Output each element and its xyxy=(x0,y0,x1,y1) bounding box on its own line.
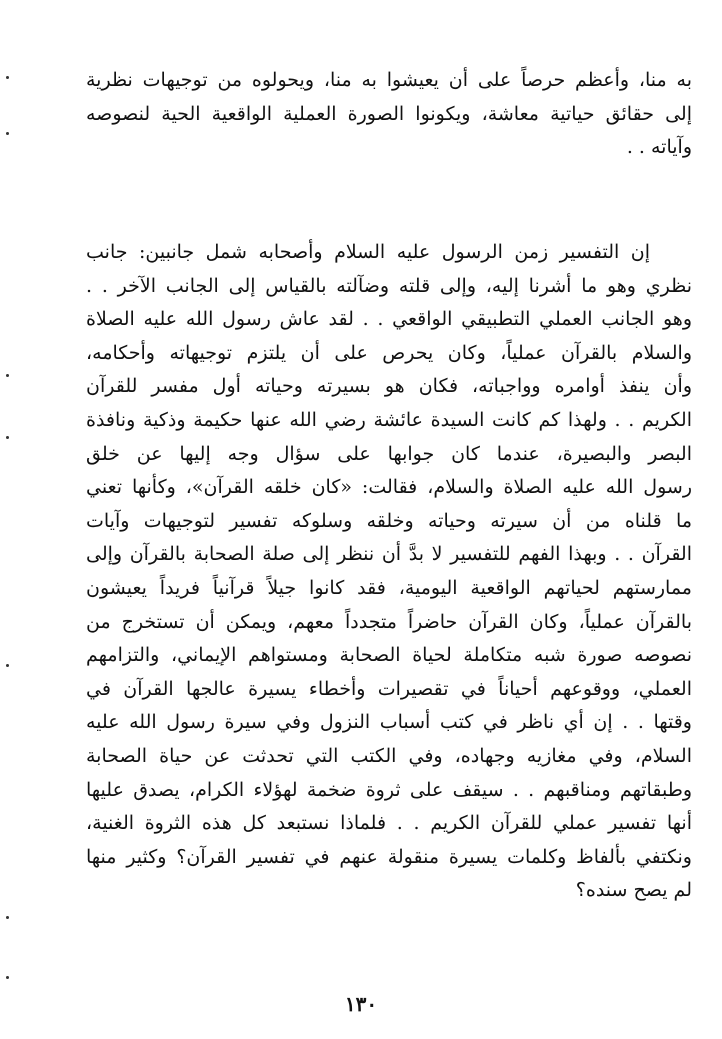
text-line: القرآن . . وبهذا الفهم للتفسير لا بدَّ أن ننظر إلى صلة الصحابة بالقرآن وإلى xyxy=(86,543,692,566)
text-line: نظري وهو ما أشرنا إليه، وإلى قلته وضآلته بالقياس إلى الجانب الآخر . . xyxy=(86,274,692,297)
text-line: وطبقاتهم ومناقبهم . . سيقف على ثروة ضخمة لهؤلاء الكرام، يصدق عليها xyxy=(86,778,692,801)
margin-speck xyxy=(6,916,9,919)
text-line: وقتها . . إن أي ناظر في كتب أسباب النزول وفي سيرة رسول الله عليه xyxy=(86,711,692,734)
margin-speck xyxy=(6,374,9,377)
text-line: نصوصه صورة شبه متكاملة لحياة الصحابة ومستواهم الإيماني، والتزامهم xyxy=(86,644,692,667)
text-line: السلام، وفي مغازيه وجهاده، وفي الكتب التي تحدثت عن حياة الصحابة xyxy=(86,744,692,767)
margin-speck xyxy=(6,976,9,979)
text-line: وآياته . . xyxy=(626,136,692,159)
text-line: ونكتفي بألفاظ وكلمات يسيرة منقولة عنهم في تفسير القرآن؟ وكثير منها xyxy=(86,845,692,868)
text-line: أنها تفسير عملي للقرآن الكريم . . فلماذا نستبعد كل هذه الثروة الغنية، xyxy=(86,812,692,835)
text-line: إن التفسير زمن الرسول عليه السلام وأصحابه شمل جانبين: جانب xyxy=(86,241,650,263)
margin-speck xyxy=(6,132,9,135)
text-line: ممارستهم لحياتهم الواقعية اليومية، فقد كانوا جيلاً قرآنياً فريداً يعيشون xyxy=(86,576,692,599)
text-line: وأن ينفذ أوامره وواجباته، فكان هو بسيرته وحياته أول مفسر للقرآن xyxy=(86,375,692,398)
text-line: به منا، وأعظم حرصاً على أن يعيشوا به منا، ويحولوه من توجيهات نظرية xyxy=(86,69,692,91)
margin-speck xyxy=(6,436,9,439)
text-line: رسول الله عليه الصلاة والسلام، فقالت: «كان خلقه القرآن»، وكأنها تعني xyxy=(86,476,692,499)
text-line: وهو الجانب العملي التطبيقي الواقعي . . لقد عاش رسول الله عليه الصلاة xyxy=(86,308,692,331)
text-line: العملي، ووقوعهم أحياناً في تقصيرات وأخطاء يسيرة عالجها القرآن في xyxy=(86,677,692,700)
text-line: البصر والبصيرة، عندما كان جوابها على سؤال وجه إليها عن خلق xyxy=(86,442,692,465)
margin-speck xyxy=(6,664,9,667)
text-line: لم يصح سنده؟ xyxy=(575,879,692,902)
paragraph-main xyxy=(86,236,692,908)
margin-speck xyxy=(6,76,9,79)
text-line: ما قلناه من أن سيرته وحياته وخلقه وسلوكه تفسير لتوجيهات وآيات xyxy=(86,509,692,532)
text-line: الكريم . . ولهذا كم كانت السيدة عائشة رضي الله عنها حكيمة وذكية ونافذة xyxy=(86,408,692,431)
paragraph-continuation xyxy=(86,64,692,165)
text-line: والسلام بالقرآن عملياً، وكان يحرص على أن يلتزم توجيهاته وأحكامه، xyxy=(86,341,692,364)
text-line: إلى حقائق حياتية معاشة، ويكونوا الصورة العملية الواقعية الحية لنصوصه xyxy=(86,102,692,125)
page-number: ١٣٠ xyxy=(344,992,378,1016)
text-line: بالقرآن عملياً، وكان القرآن حاضراً متجدداً معهم، ويمكن أن تستخرج من xyxy=(86,610,692,633)
